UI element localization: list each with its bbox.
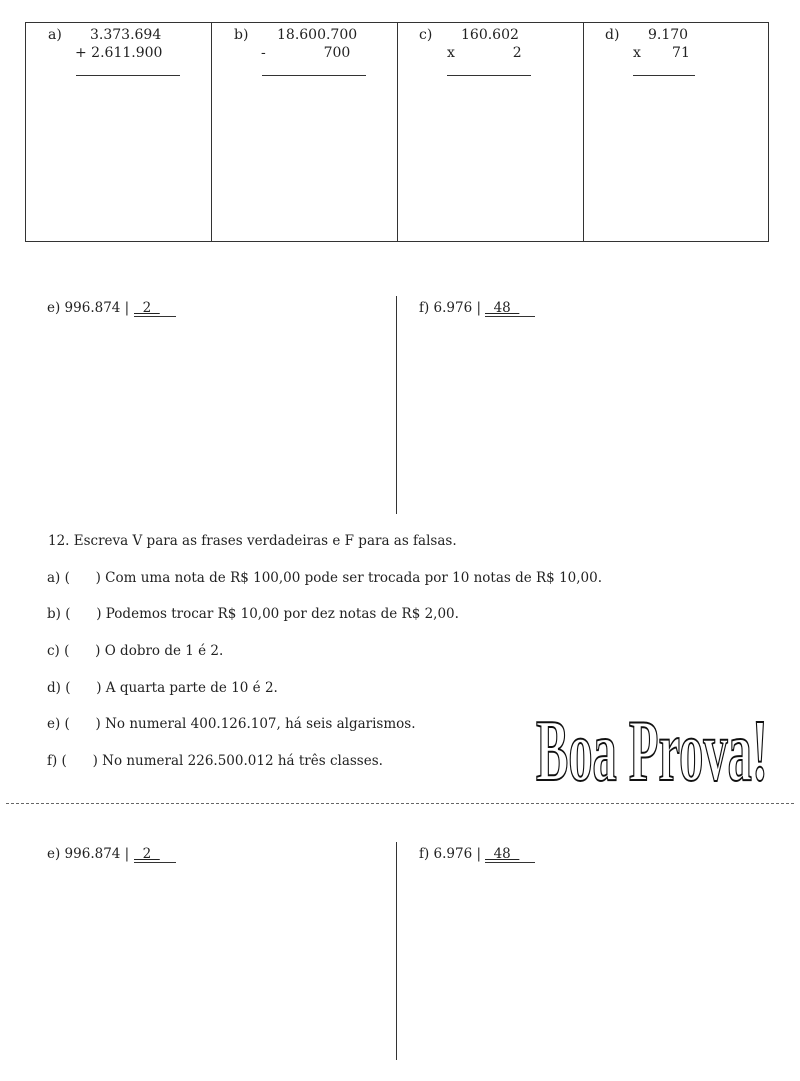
op-c-answer-line [447, 75, 531, 76]
division-f-dividend-copy: f) 6.976 | [419, 846, 482, 862]
boa-prova-text: Boa Prova! [536, 703, 768, 790]
division-e-dividend: e) 996.874 | [47, 300, 130, 316]
op-a-answer-line [76, 75, 180, 76]
boa-prova-banner [530, 700, 775, 790]
op-a-line1: 3.373.694 [90, 27, 162, 43]
column-divider [211, 23, 212, 241]
division-e-divisor-line [134, 316, 176, 317]
division-divider-copy [396, 842, 397, 1060]
division-e-divisor-line-copy [134, 862, 176, 863]
question-12-item-b: b) ( ) Podemos trocar R$ 10,00 por dez notas de R$ 2,00. [47, 606, 459, 622]
question-12-item-d: d) ( ) A quarta parte de 10 é 2. [47, 680, 278, 696]
op-c-line2: x 2 [447, 45, 522, 61]
division-divider [396, 296, 397, 514]
division-e-divisor: 2 [134, 300, 160, 316]
op-d-line2: x 71 [633, 45, 690, 61]
division-e-divisor-copy: 2 [134, 846, 160, 862]
operations-table [25, 22, 769, 242]
division-f-dividend: f) 6.976 | [419, 300, 482, 316]
division-e-dividend-copy: e) 996.874 | [47, 846, 130, 862]
op-b-line1: 18.600.700 [277, 27, 358, 43]
op-c-label: c) [419, 27, 433, 43]
op-d-label: d) [605, 27, 620, 43]
op-a-label: a) [48, 27, 62, 43]
op-b-answer-line [262, 75, 366, 76]
column-divider [583, 23, 584, 241]
op-b-line2: - 700 [261, 45, 351, 61]
question-12-item-c: c) ( ) O dobro de 1 é 2. [47, 643, 224, 659]
cut-line [6, 803, 794, 804]
division-f-divisor-copy: 48 [485, 846, 520, 862]
question-12-item-e: e) ( ) No numeral 400.126.107, há seis algarismos. [47, 716, 416, 732]
question-12-title: 12. Escreva V para as frases verdadeiras e F para as falsas. [48, 533, 457, 549]
op-d-line1: 9.170 [648, 27, 689, 43]
question-12-item-a: a) ( ) Com uma nota de R$ 100,00 pode ser trocada por 10 notas de R$ 10,00. [47, 570, 603, 586]
question-12-item-f: f) ( ) No numeral 226.500.012 há três classes. [47, 753, 383, 769]
op-b-label: b) [234, 27, 249, 43]
op-d-answer-line [633, 75, 695, 76]
op-c-line1: 160.602 [461, 27, 519, 43]
division-f-divisor-line-copy [485, 862, 535, 863]
division-f-divisor: 48 [485, 300, 520, 316]
column-divider [397, 23, 398, 241]
division-f-divisor-line [485, 316, 535, 317]
op-a-line2: + 2.611.900 [75, 45, 163, 61]
